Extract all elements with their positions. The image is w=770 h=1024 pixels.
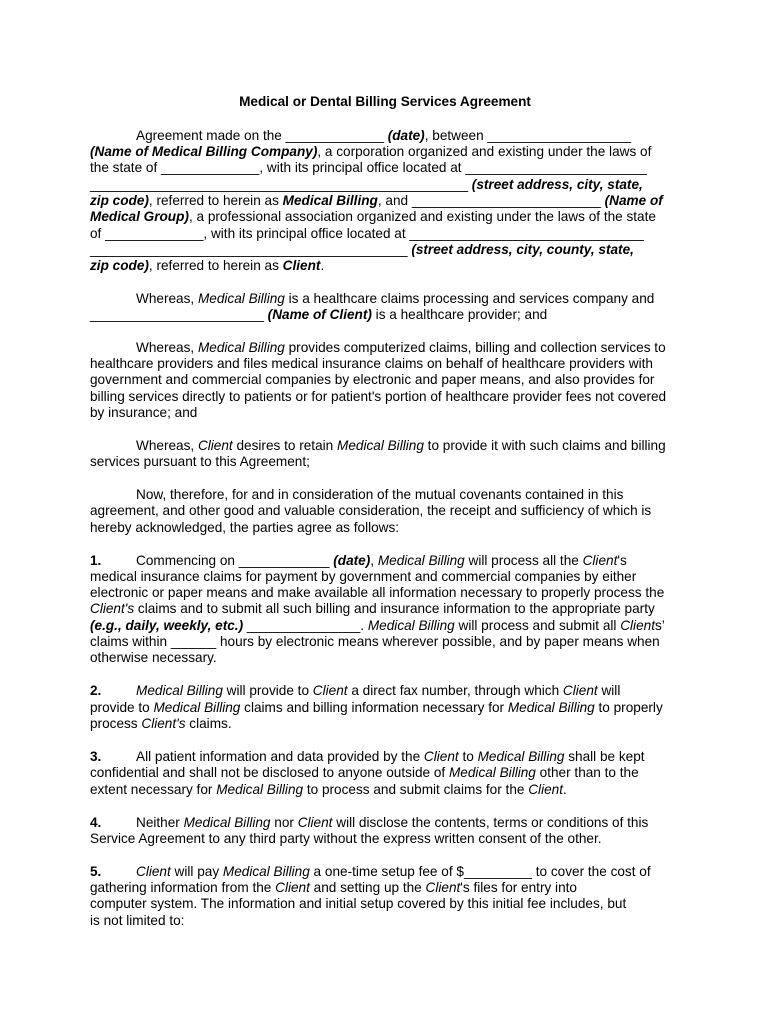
text-run: Client xyxy=(528,782,563,797)
text-run: Medical Group) xyxy=(90,209,189,224)
text-line xyxy=(90,307,547,323)
text-line xyxy=(90,177,643,193)
text-line: Now, therefore, for and in consideration of the mutual covenants contained in this xyxy=(136,487,624,502)
text-run: , and _________________________ xyxy=(377,193,605,208)
text-line xyxy=(136,291,654,307)
text-line xyxy=(90,815,648,831)
text-run: s’ xyxy=(654,618,665,633)
text-run: (Name of Client) xyxy=(267,307,372,322)
text-run: provide to xyxy=(90,700,154,715)
text-run: Medical Billing xyxy=(282,193,378,208)
text-line: agreement, and other good and valuable consideration, the receipt and sufficiency of which is xyxy=(90,503,652,518)
text-run: Client xyxy=(282,258,321,273)
text-run: is a healthcare claims processing and services company and xyxy=(284,291,655,306)
text-run: Medical Billing xyxy=(337,438,424,453)
text-run: Client xyxy=(582,553,618,568)
text-run: Client xyxy=(620,618,655,633)
text-run: gathering information from the xyxy=(90,880,276,895)
text-run: Medical Billing xyxy=(507,700,595,715)
text-run: Client xyxy=(423,749,459,764)
text-run: Medical Billing xyxy=(216,782,304,797)
text-run: Client xyxy=(312,683,348,698)
text-line: of _____________, with its principal office located at _______________________________ xyxy=(90,226,644,241)
text-run: Medical Billing xyxy=(153,700,241,715)
text-run: will process and submit all xyxy=(454,618,621,633)
text-run: Client's xyxy=(90,601,135,616)
text-run: other than to the xyxy=(535,765,639,780)
text-line: the state of _____________, with its principal office located at ________________________ xyxy=(90,160,647,175)
text-line xyxy=(90,749,645,765)
text-line: billing services directly to patients or for patient's portion of healthcare provider fees not covered xyxy=(90,389,667,404)
text-run: (e.g., daily, weekly, etc.) xyxy=(90,618,244,633)
text-run: Client xyxy=(136,864,171,879)
text-run: Whereas, xyxy=(136,438,198,453)
text-run: claims. xyxy=(185,716,232,731)
text-run: is a healthcare provider; and xyxy=(371,307,548,322)
text-run: Client xyxy=(297,815,333,830)
text-run: 's files for entry into xyxy=(460,880,577,895)
text-run: to process and submit claims for the xyxy=(303,782,529,797)
text-run: claims and to submit all such billing and insurance information to the appropriate party xyxy=(134,601,655,616)
text-run: Medical Billing xyxy=(367,618,455,633)
text-run: to xyxy=(458,749,478,764)
text-run: Medical Billing xyxy=(477,749,565,764)
text-run: Client xyxy=(197,438,233,453)
text-line: computer system. The information and initial setup covered by this initial fee includes, but xyxy=(90,896,627,911)
text-run: , a professional association organized and existing under the laws of the state xyxy=(188,209,656,224)
section-number: 4. xyxy=(90,815,102,830)
text-run: zip code) xyxy=(90,193,149,208)
text-run: __________________________________________________ xyxy=(90,177,472,192)
text-line xyxy=(90,716,232,732)
text-run: _______________. xyxy=(243,618,368,633)
text-line xyxy=(90,765,639,781)
text-run: and setting up the xyxy=(309,880,426,895)
text-run: (Name of Medical Billing Company) xyxy=(90,144,318,159)
text-run: (Name of xyxy=(604,193,663,208)
text-line xyxy=(136,340,666,356)
section-number: 5. xyxy=(90,864,102,879)
text-run: Neither xyxy=(136,815,184,830)
text-line: government and commercial companies by electronic and paper means, and also provides for xyxy=(90,372,655,387)
text-run: will process all the xyxy=(464,553,583,568)
text-run: shall be kept xyxy=(564,749,645,764)
text-run: nor xyxy=(270,815,298,830)
text-run: , referred to herein as xyxy=(148,193,283,208)
text-line xyxy=(136,128,631,144)
text-run: extent necessary for xyxy=(90,782,217,797)
text-run: __________________________________________ xyxy=(90,242,412,257)
text-run: a one-time setup fee of $_________ to cover the cost of xyxy=(309,864,651,879)
text-run: Whereas, xyxy=(136,291,198,306)
text-run: Medical Billing xyxy=(183,815,271,830)
text-run: Client's xyxy=(141,716,186,731)
text-run: (street address, city, state, xyxy=(471,177,643,192)
text-line xyxy=(90,209,656,225)
text-line xyxy=(90,601,655,617)
text-run: . xyxy=(320,258,325,273)
text-line: by insurance; and xyxy=(90,405,198,420)
text-run: Medical Billing xyxy=(377,553,465,568)
text-run: Client xyxy=(275,880,310,895)
text-run: will pay xyxy=(170,864,223,879)
text-line xyxy=(90,553,627,569)
text-run: Commencing on ____________ xyxy=(136,553,334,568)
text-run: Agreement made on the _____________ xyxy=(136,128,388,143)
text-line xyxy=(90,700,663,716)
text-run: 's xyxy=(617,553,627,568)
text-line xyxy=(90,683,620,699)
text-line xyxy=(90,193,663,209)
text-run: to provide it with such claims and billing xyxy=(423,438,666,453)
text-line xyxy=(90,144,651,160)
text-line xyxy=(90,258,324,274)
text-run: confidential and shall not be disclosed to anyone outside of xyxy=(90,765,449,780)
text-line: medical insurance claims for payment by government and commercial companies by either xyxy=(90,569,637,584)
text-run: to properly xyxy=(594,700,663,715)
text-line xyxy=(136,438,666,454)
text-line: electronic or paper means and make available all information necessary to properly process the xyxy=(90,585,665,600)
text-run: . xyxy=(563,782,567,797)
text-line: claims within ______ hours by electronic means wherever possible, and by paper means when xyxy=(90,634,660,649)
text-line: hereby acknowledged, the parties agree as follows: xyxy=(90,520,400,535)
text-run: will disclose the contents, terms or conditions of this xyxy=(332,815,649,830)
text-line: Service Agreement to any third party without the express written consent of the other. xyxy=(90,831,602,846)
text-run: desires to retain xyxy=(232,438,337,453)
text-run: Medical Billing xyxy=(197,291,285,306)
section-number: 2. xyxy=(90,683,102,698)
text-run: will xyxy=(597,683,621,698)
text-run: Whereas, xyxy=(136,340,198,355)
text-run: a direct fax number, through which xyxy=(347,683,563,698)
text-line xyxy=(90,864,651,880)
text-line: otherwise necessary. xyxy=(90,650,217,665)
text-run: claims and billing information necessary for xyxy=(240,700,508,715)
text-run: _______________________ xyxy=(90,307,268,322)
text-run: Medical Billing xyxy=(222,864,310,879)
text-line xyxy=(90,782,567,798)
text-run: will provide to xyxy=(222,683,313,698)
document-title: Medical or Dental Billing Services Agreement xyxy=(239,94,531,109)
text-run: Client xyxy=(562,683,598,698)
text-line: services pursuant to this Agreement; xyxy=(90,454,310,469)
text-line xyxy=(90,880,577,896)
text-run: Medical Billing xyxy=(197,340,285,355)
text-run: provides computerized claims, billing and collection services to xyxy=(284,340,666,355)
text-line xyxy=(90,618,665,634)
text-run: (date) xyxy=(387,128,425,143)
section-number: 1. xyxy=(90,553,102,568)
text-run: , xyxy=(370,553,378,568)
text-run: Client xyxy=(425,880,461,895)
section-number: 3. xyxy=(90,749,102,764)
text-run: zip code) xyxy=(90,258,149,273)
text-run: Medical Billing xyxy=(136,683,223,698)
text-run: Medical Billing xyxy=(448,765,536,780)
text-run: All patient information and data provided by the xyxy=(136,749,424,764)
text-run: process xyxy=(90,716,142,731)
text-line: healthcare providers and files medical insurance claims on behalf of healthcare providers with xyxy=(90,356,653,371)
text-run: (date) xyxy=(333,553,371,568)
text-run: , referred to herein as xyxy=(148,258,283,273)
text-run: , between ___________________ xyxy=(424,128,632,143)
text-line xyxy=(90,242,634,258)
text-run: , a corporation organized and existing under the laws of xyxy=(317,144,652,159)
text-run: (street address, city, county, state, xyxy=(411,242,634,257)
text-line: is not limited to: xyxy=(90,913,185,928)
